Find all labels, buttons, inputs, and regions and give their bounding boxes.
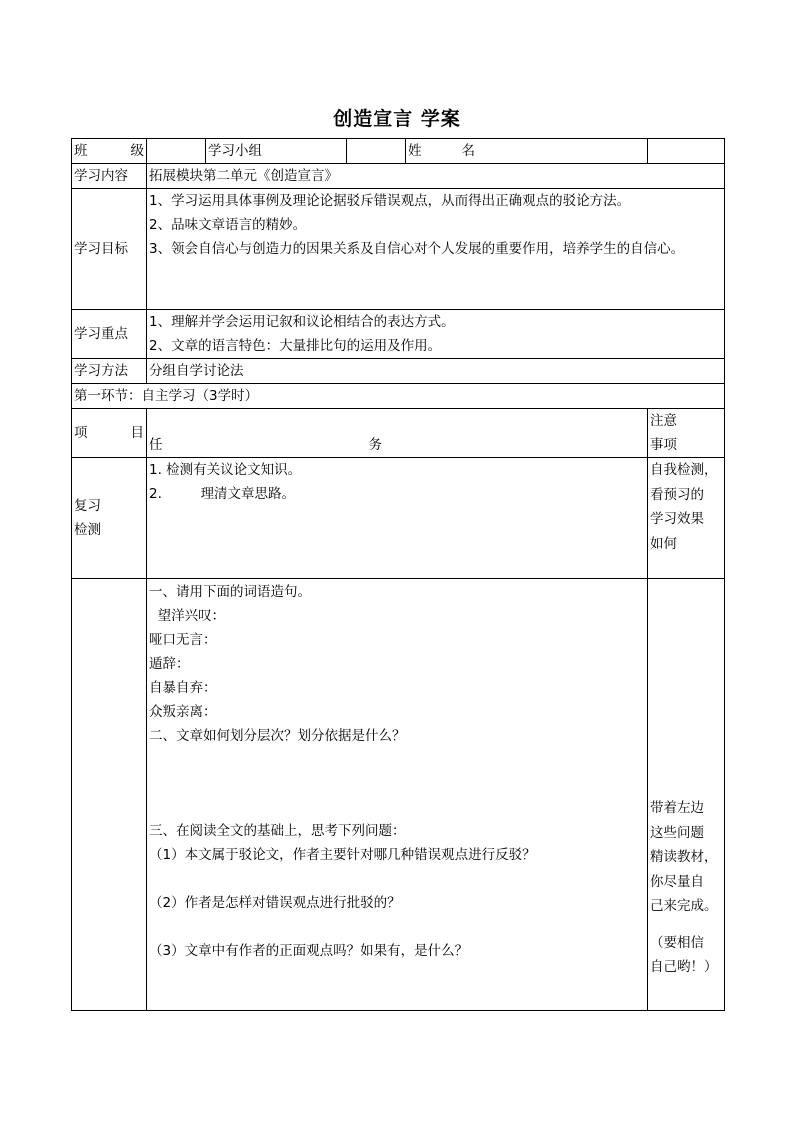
word-item: 望洋兴叹： (149, 608, 226, 624)
review-task: 2. 理清文章思路。 (149, 486, 296, 502)
note-column-header: 注意 事项 (648, 409, 725, 458)
question-1-title: 一、请用下面的词语造句。 (149, 584, 311, 600)
goal-item: 2、品味文章语言的精妙。 (149, 217, 307, 233)
item-column-header: 项 目 (72, 409, 147, 458)
review-task: 1. 检测有关议论文知识。 (149, 462, 302, 478)
name-value[interactable] (648, 139, 725, 164)
questions-label (72, 579, 147, 1011)
questions-body (147, 579, 648, 1011)
method-row (72, 359, 725, 384)
goals-label: 学习目标 (72, 189, 147, 310)
question-3-1: （1）本文属于驳论文，作者主要针对哪几种错误观点进行反驳？ (149, 847, 536, 863)
word-item: 哑口无言： (149, 632, 217, 648)
questions-note: 带着左边 这些问题 精读教材， 你尽量自 己来完成。 （要相信 自己哟！） (648, 579, 725, 1011)
class-label: 班 级 (72, 139, 147, 164)
key-points-row (72, 310, 725, 359)
goals-row (72, 189, 725, 310)
group-value[interactable] (347, 139, 406, 164)
task-column-header: 任 务 (147, 409, 648, 458)
page-title: 创造宣言 学案 (333, 108, 461, 130)
group-label: 学习小组 (206, 139, 347, 164)
question-3-3: （3）文章中有作者的正面观点吗？如果有，是什么？ (149, 943, 469, 959)
content-label: 学习内容 (72, 164, 147, 189)
review-row (72, 458, 725, 579)
question-3-2: （2）作者是怎样对错误观点进行批驳的？ (149, 895, 401, 911)
content-value: 拓展模块第二单元《创造宣言》 (147, 164, 725, 189)
content-row (72, 164, 725, 189)
goal-item: 1、学习运用具体事例及理论论据驳斥错误观点，从而得出正确观点的驳论方法。 (149, 193, 631, 209)
key-points-value (147, 310, 725, 359)
question-3-title: 三、在阅读全文的基础上，思考下列问题： (149, 823, 406, 839)
review-tasks (147, 458, 648, 579)
stage-row (72, 384, 725, 409)
key-points-label: 学习重点 (72, 310, 147, 359)
key-point-item: 2、文章的语言特色：大量排比句的运用及作用。 (149, 338, 442, 354)
study-plan-table (71, 138, 725, 1011)
column-header-row (72, 409, 725, 458)
class-value[interactable] (147, 139, 206, 164)
method-value: 分组自学讨论法 (147, 359, 725, 384)
question-2: 二、文章如何划分层次？划分依据是什么？ (149, 728, 406, 744)
questions-row (72, 579, 725, 1011)
method-label: 学习方法 (72, 359, 147, 384)
key-point-item: 1、理解并学会运用记叙和议论相结合的表达方式。 (149, 314, 455, 330)
word-item: 遁辞： (149, 656, 190, 672)
header-row (72, 139, 725, 164)
stage-title: 第一环节：自主学习（3学时） (72, 384, 725, 409)
review-note: 自我检测， 看预习的 学习效果 如何 (648, 458, 725, 579)
word-item: 自暴自弃： (149, 680, 217, 696)
review-label: 复习 检测 (72, 458, 147, 579)
goals-value (147, 189, 725, 310)
word-item: 众叛亲离： (149, 704, 217, 720)
name-label: 姓 名 (406, 139, 648, 164)
goal-item: 3、领会自信心与创造力的因果关系及自信心对个人发展的重要作用，培养学生的自信心。 (149, 241, 685, 257)
